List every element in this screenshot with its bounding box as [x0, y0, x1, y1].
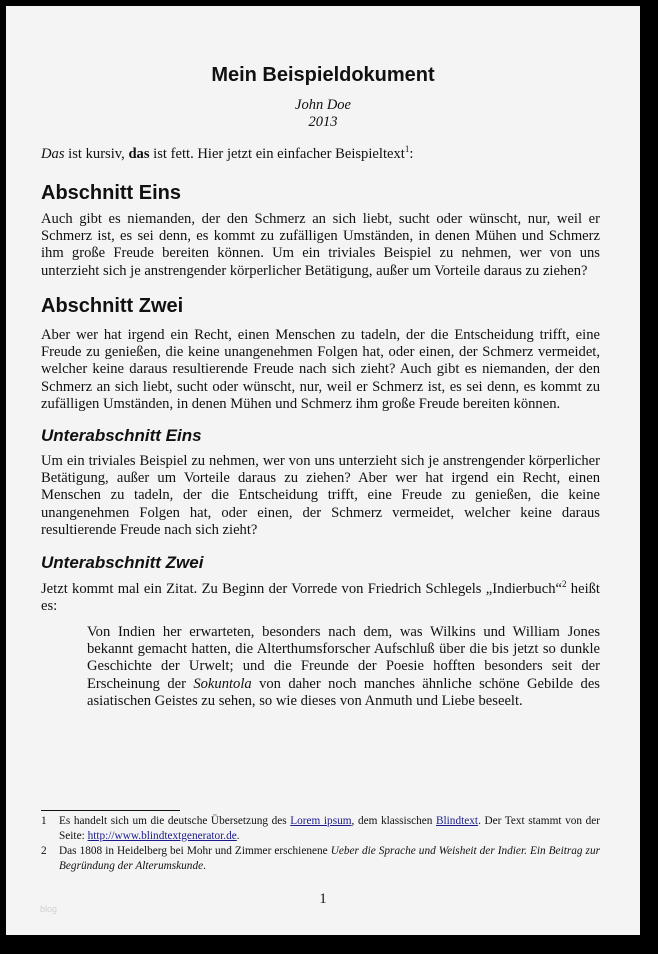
blindtextgenerator-link[interactable]: http://www.blindtextgenerator.de: [87, 829, 237, 842]
text: Es handelt sich um die deutsche Übersetzung des: [59, 815, 291, 827]
italic-text: Das: [41, 146, 65, 162]
footnote-number: 2: [41, 845, 47, 857]
text: von daher noch manches ähnliche schöne Gebilde des asiatischen Geistes zu sehen, so wie dieses von Anmuth und Liebe beseelt.: [87, 675, 600, 709]
text: Das 1808 in Heidelberg bei Mohr und Zimmer erschienene: [59, 845, 331, 857]
subsection-heading: Unterabschnitt Eins: [41, 426, 202, 445]
lorem-ipsum-link[interactable]: Lorem ipsum: [290, 815, 352, 827]
footnote-mark[interactable]: 2: [561, 579, 567, 589]
blindtext-link[interactable]: Blindtext: [436, 815, 479, 827]
text: . Der Text stammt von der Seite:: [59, 815, 601, 842]
italic-text: Ueber die Sprache und Weisheit der Indier. Ein Beitrag zur Begründung der Alterumskunde: [59, 845, 600, 872]
text: heißt es:: [41, 581, 600, 615]
section-heading: Abschnitt Eins: [41, 182, 182, 204]
italic-text: Sokuntola: [193, 675, 252, 692]
text: ist kursiv,: [64, 146, 129, 162]
subsection-heading: Unterabschnitt Zwei: [41, 553, 204, 572]
text: ist fett. Hier jetzt ein einfacher Beispieltext: [149, 146, 405, 162]
text: , dem klassischen: [351, 815, 436, 827]
text: Von Indien her erwarteten, besonders nach dem, was Wilkins und William Jones bekannt gemacht hatten, die Alterthumsforscher Aufschluß über die bis jetzt so dunkle Geschichte der Urwelt; und die Freunde der Poesie hofften besonders seit der Erscheinung der: [87, 624, 600, 692]
watermark: blog: [40, 904, 58, 914]
subsection-paragraph: [41, 581, 600, 615]
block-quote: [87, 624, 600, 710]
page-number: 1: [319, 891, 327, 907]
section-paragraph: Aber wer hat irgend ein Recht, einen Menschen zu tadeln, der die Entscheidung trifft, eine Freude zu genießen, die keine unangenehmen Folgen hat, oder einen, der Schmerz vermeidet, welcher keine daraus resultierende Freude nach sich zieht? Auch gibt es niemanden, der den Schmerz an sich liebt, sucht oder wünscht, nur, weil er Schmerz ist, es sei denn, es kommt zu zufälligen Umständen, in denen Mühen und Schmerz ihm große Freude bereiten können.: [41, 327, 600, 412]
footnote: [41, 844, 600, 873]
bold-text: das: [128, 146, 150, 162]
text: :: [409, 146, 414, 162]
document-page: [6, 6, 640, 935]
section-paragraph: Auch gibt es niemanden, der den Schmerz an sich liebt, sucht oder wünscht, nur, weil er Schmerz ist, es sei denn, es kommt zu zufälligen Umständen, in denen Mühen und Schmerz ihm große Freude bereiten können. Um ein triviales Beispiel zu nehmen, wer von uns unterzieht sich je anstrengender körperlicher Betätigung, außer um Vorteile daraus zu ziehen?: [41, 211, 600, 279]
document-date: 2013: [308, 114, 338, 130]
document-title: Mein Beispieldokument: [211, 64, 435, 86]
footnote-mark[interactable]: 1: [404, 144, 410, 154]
footnote-number: 1: [41, 815, 47, 827]
intro-paragraph: [41, 146, 600, 163]
text: .: [203, 859, 206, 872]
text: .: [236, 829, 240, 842]
document-author: John Doe: [295, 97, 351, 113]
section-heading: Abschnitt Zwei: [41, 295, 184, 317]
text: Jetzt kommt mal ein Zitat. Zu Beginn der Vorrede von Friedrich Schlegels „Indierbuch“: [41, 581, 562, 597]
subsection-paragraph: Um ein triviales Beispiel zu nehmen, wer von uns unterzieht sich je anstrengender körperlicher Betätigung, außer um Vorteile daraus zu ziehen? Aber wer hat irgend ein Recht, einen Menschen zu tadeln, der die Entscheidung trifft, eine Freude zu genießen, die keine unangenehmen Folgen hat, oder einen, der Schmerz vermeidet, welcher keine daraus resultierende Freude nach sich zieht?: [41, 453, 600, 538]
footnote-divider: [41, 810, 180, 811]
footnote: [41, 814, 600, 843]
